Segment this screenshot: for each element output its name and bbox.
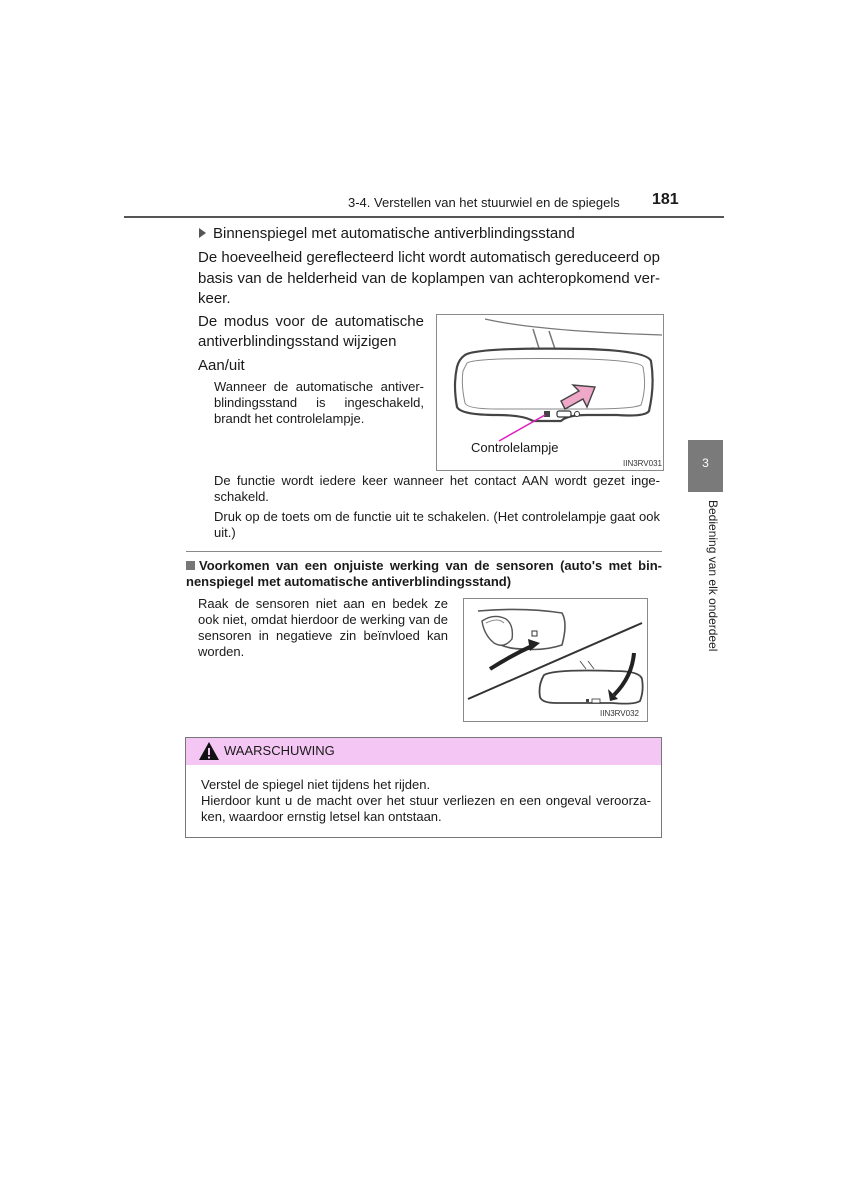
warning-title: WAARSCHUWING — [224, 743, 335, 758]
square-bullet-icon — [186, 561, 195, 570]
figure-code: IIN3RV031 — [623, 459, 662, 468]
indicator-paragraph: Wanneer de automatische antiver-blindingsstand is ingeschakeld, brandt het controlelampje. — [214, 379, 424, 426]
note-paragraph: Druk op de toets om de functie uit te schakelen. (Het controlelampje gaat ook uit.) — [214, 509, 660, 540]
bullet-triangle-icon — [199, 228, 206, 238]
callout-label: Controlelampje — [471, 440, 559, 455]
sensor-heading: Voorkomen van een onjuiste werking van de sensoren (auto's met bin-nenspiegel met automatische antiverblindingsstand) — [186, 558, 662, 589]
figure-code: IIN3RV032 — [600, 709, 639, 718]
mirror-figure — [436, 314, 664, 471]
sensor-paragraph: Raak de sensoren niet aan en bedek ze ook niet, omdat hierdoor de werking van de sensoren in negatieve zin beïnvloed kan worden. — [198, 596, 448, 659]
section-rule — [186, 551, 662, 552]
sensor-illustration — [464, 599, 647, 721]
mode-paragraph: De modus voor de automatische antiverblindingsstand wijzigen — [198, 313, 424, 350]
page-number: 181 — [652, 191, 679, 208]
note-paragraph: De functie wordt iedere keer wanneer het contact AAN wordt gezet inge-schakeld. — [214, 473, 660, 504]
chapter-tab: 3 — [688, 440, 723, 492]
warning-line: Verstel de spiegel niet tijdens het rijden. — [201, 777, 431, 792]
intro-paragraph: De hoeveelheid gereflecteerd licht wordt automatisch gereduceerd op basis van de helderheid van de koplampen van achteropkomend ver-keer. — [198, 249, 660, 307]
warning-triangle-icon — [198, 741, 220, 761]
chapter-label: Bediening van elk onderdeel — [706, 500, 720, 652]
section-title: 3-4. Verstellen van het stuurwiel en de spiegels — [348, 195, 620, 210]
warning-line: Hierdoor kunt u de macht over het stuur verliezen en een ongeval veroorza-ken, waardoor ernstig letsel kan ontstaan. — [201, 793, 651, 824]
sensor-figure — [463, 598, 648, 722]
on-off-label: Aan/uit — [198, 357, 245, 374]
header-rule — [124, 216, 724, 218]
subheading: Binnenspiegel met automatische antiverblindingsstand — [199, 224, 575, 244]
